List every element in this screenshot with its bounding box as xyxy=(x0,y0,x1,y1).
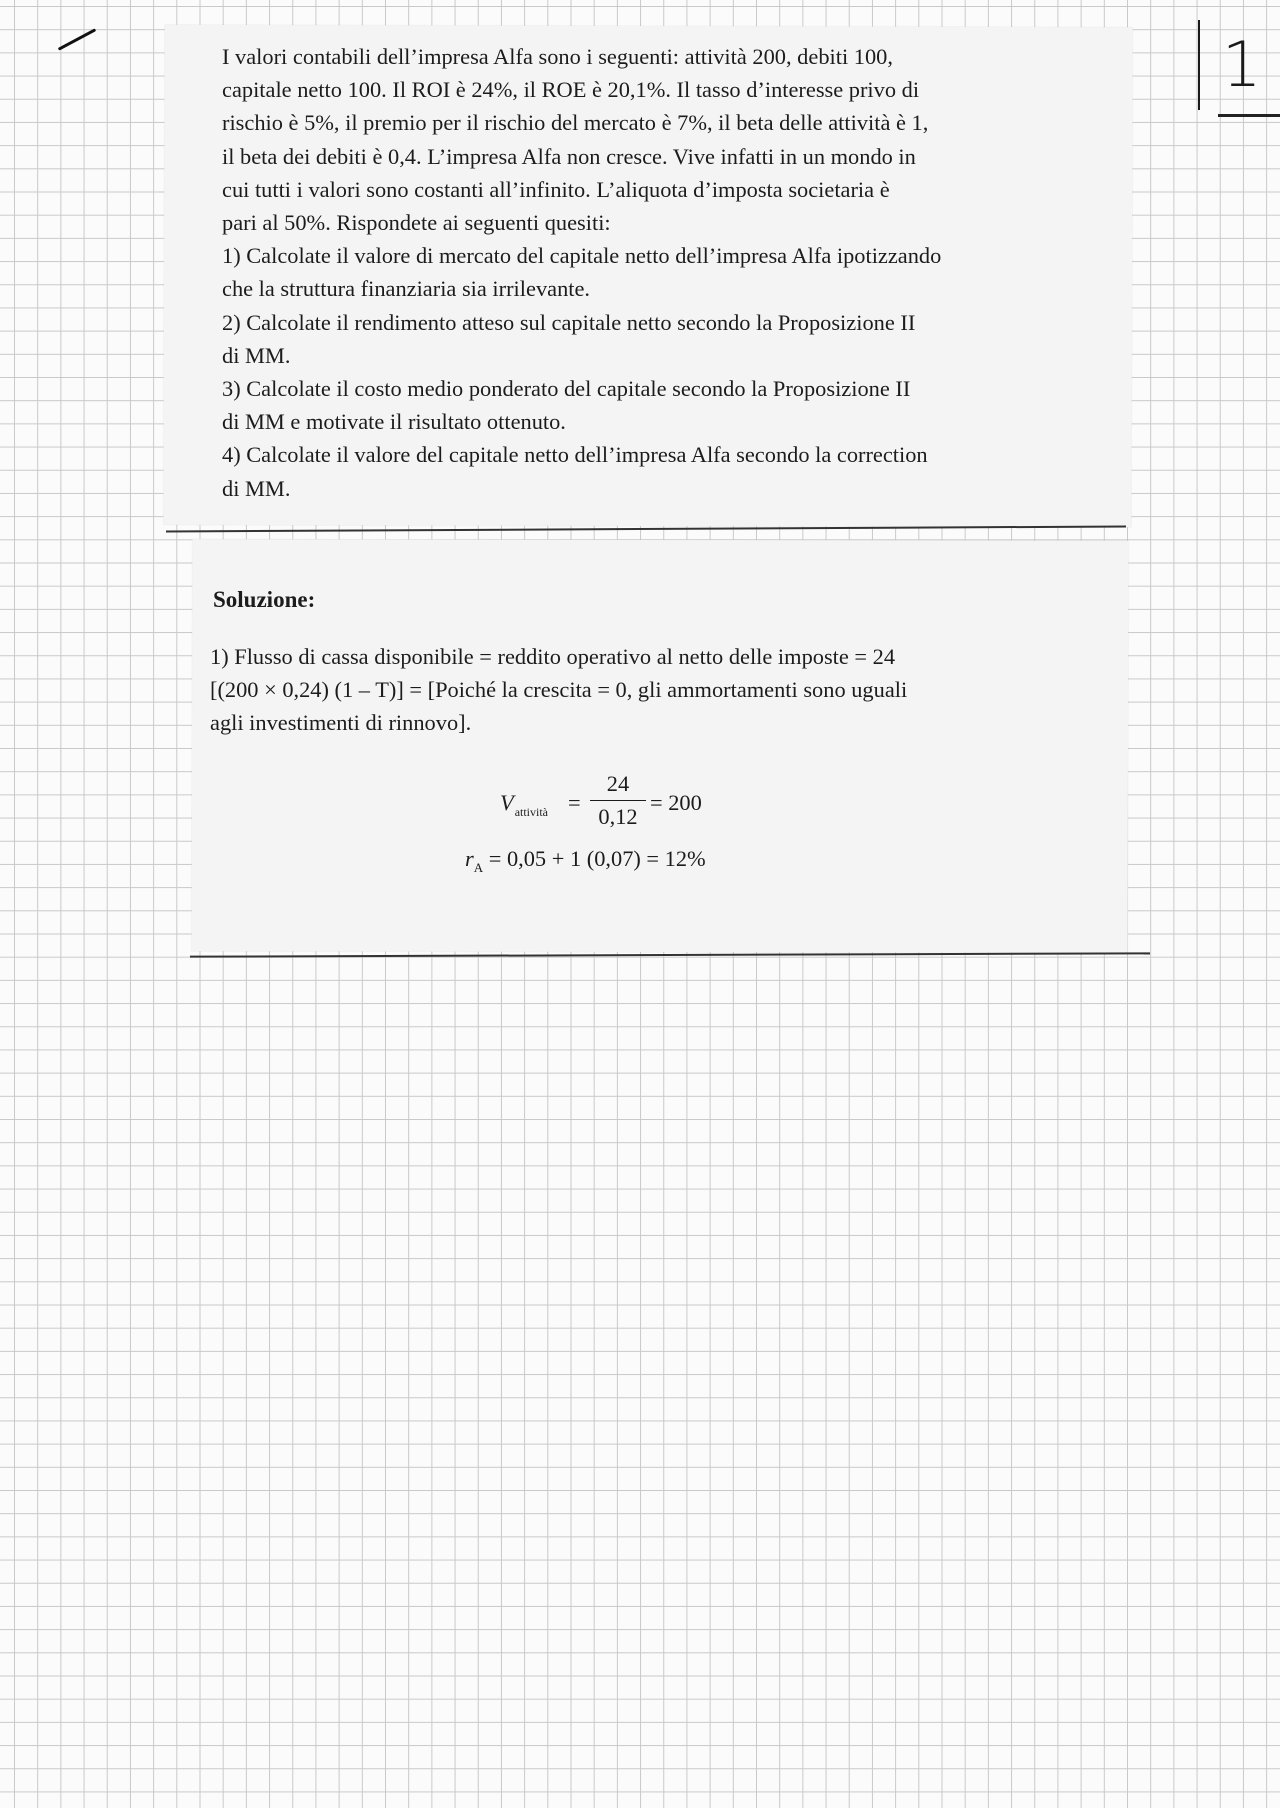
problem-statement xyxy=(222,40,1022,505)
pen-check-mark xyxy=(58,28,96,50)
solution-line: [(200 × 0,24) (1 – T)] = [Poiché la crescita = 0, gli ammortamenti sono uguali xyxy=(210,677,908,702)
formula2-lhs-subscript: A xyxy=(473,860,484,875)
clipping-edge xyxy=(190,952,1150,957)
problem-line: rischio è 5%, il premio per il rischio del mercato è 7%, il beta delle attività è 1, xyxy=(222,110,929,136)
clipping-edge xyxy=(166,525,1126,532)
problem-line: 4) Calcolate il valore del capitale netto dell’impresa Alfa secondo la correction xyxy=(222,442,928,468)
problem-line: il beta dei debiti è 0,4. L’impresa Alfa non cresce. Vive infatti in un mondo in xyxy=(222,143,916,169)
solution-line: agli investimenti di rinnovo]. xyxy=(210,710,472,735)
formula-lhs: $V_{attività}$ xyxy=(500,790,549,819)
solution-body xyxy=(210,640,1010,739)
problem-line: 2) Calcolate il rendimento atteso sul capitale netto secondo la Proposizione II xyxy=(222,309,916,335)
formula-result: = 200 xyxy=(650,790,702,815)
solution-title: Soluzione: xyxy=(213,587,316,612)
solution-line: 1) Flusso di cassa disponibile = reddito operativo al netto delle imposte = 24 xyxy=(210,644,896,669)
fraction-denominator: 0,12 xyxy=(598,804,638,829)
asset-return-formula xyxy=(465,846,706,875)
problem-line: 1) Calcolate il valore di mercato del capitale netto dell’impresa Alfa ipotizzando xyxy=(222,243,942,269)
problem-line: cui tutti i valori sono costanti all’infinito. L’aliquota d’imposta societaria è xyxy=(222,176,890,202)
formula-lhs-subscript: attività xyxy=(514,805,549,819)
problem-line: I valori contabili dell’impresa Alfa sono i seguenti: attività 200, debiti 100, xyxy=(222,44,893,69)
fraction-bar xyxy=(590,800,646,801)
page-number-underline xyxy=(1218,114,1280,117)
problem-line: 3) Calcolate il costo medio ponderato del capitale secondo la Proposizione II xyxy=(222,376,911,402)
problem-line: di MM. xyxy=(222,475,291,501)
formula2-lhs: r xyxy=(465,846,474,871)
fraction-numerator: 24 xyxy=(606,771,630,796)
problem-line: che la struttura finanziaria sia irrilevante. xyxy=(222,276,591,302)
problem-line: pari al 50%. Rispondete ai seguenti quesiti: xyxy=(222,210,611,236)
problem-line: di MM e motivate il risultato ottenuto. xyxy=(222,409,566,435)
formula2-rhs: = 0,05 + 1 (0,07) = 12% xyxy=(488,846,706,871)
formula-fraction xyxy=(590,770,646,831)
problem-line: capitale netto 100. Il ROI è 24%, il ROE è 20,1%. Il tasso d’interesse privo di xyxy=(222,77,920,103)
formula-equals: = xyxy=(568,790,581,815)
page-number: 1 xyxy=(1222,28,1262,101)
page-number-box xyxy=(1198,20,1276,110)
problem-line: di MM. xyxy=(222,342,291,368)
solution-clipping xyxy=(192,539,1129,953)
